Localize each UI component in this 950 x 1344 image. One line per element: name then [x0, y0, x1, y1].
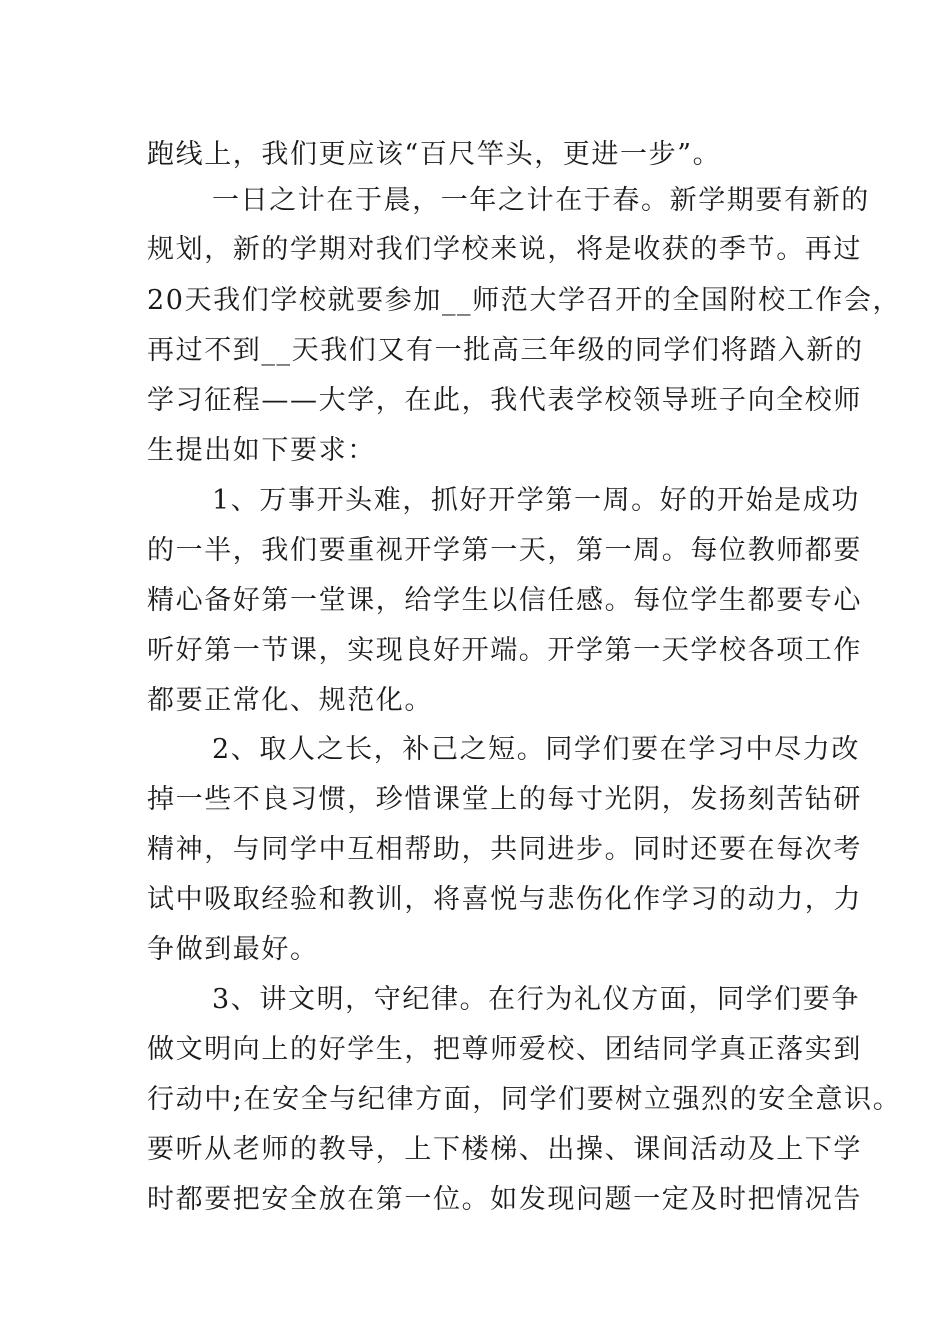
list-item-2-first-line: 2、取人之长，补己之短。同学们要在学习中尽力改 — [212, 734, 860, 765]
text-line: 听好第一节课，实现良好开端。开学第一天学校各项工作 — [147, 635, 862, 666]
text-line: 时都要把安全放在第一位。如发现问题一定及时把情况告 — [147, 1184, 862, 1215]
text-line: 试中吸取经验和教训，将喜悦与悲伤化作学习的动力，力 — [147, 884, 862, 915]
text-line: 规划，新的学期对我们学校来说，将是收获的季节。再过 — [147, 234, 862, 265]
text-line: 再过不到__天我们又有一批高三年级的同学们将踏入新的 — [147, 335, 864, 366]
text-line: 都要正常化、规范化。 — [147, 685, 433, 716]
text-line: 的一半，我们要重视开学第一天，第一周。每位教师都要 — [147, 535, 862, 566]
text-line: 要听从老师的教导，上下楼梯、出操、课间活动及上下学 — [147, 1134, 862, 1165]
list-item-3-first-line: 3、讲文明，守纪律。在行为礼仪方面，同学们要争 — [212, 984, 860, 1015]
text-line: 行动中;在安全与纪律方面，同学们要树立强烈的安全意识。 — [147, 1084, 902, 1115]
text-line: 掉一些不良习惯，珍惜课堂上的每寸光阴，发扬刻苦钻研 — [147, 784, 862, 815]
text-line: 精神，与同学中互相帮助，共同进步。同时还要在每次考 — [147, 834, 862, 865]
text-line: 生提出如下要求： — [147, 435, 376, 466]
text-line: 精心备好第一堂课，给学生以信任感。每位学生都要专心 — [147, 585, 862, 616]
text-line: 学习征程——大学，在此，我代表学校领导班子向全校师 — [147, 385, 862, 416]
text-line: 跑线上，我们更应该“百尺竿头，更进一步”。 — [147, 139, 722, 170]
text-line: 20天我们学校就要参加__师范大学召开的全国附校工作会， — [147, 285, 902, 316]
text-line: 做文明向上的好学生，把尊师爱校、团结同学真正落实到 — [147, 1034, 862, 1065]
paragraph-first-line: 一日之计在于晨，一年之计在于春。新学期要有新的 — [212, 185, 870, 216]
text-line: 争做到最好。 — [147, 934, 319, 965]
list-item-1-first-line: 1、万事开头难，抓好开学第一周。好的开始是成功 — [212, 485, 860, 516]
